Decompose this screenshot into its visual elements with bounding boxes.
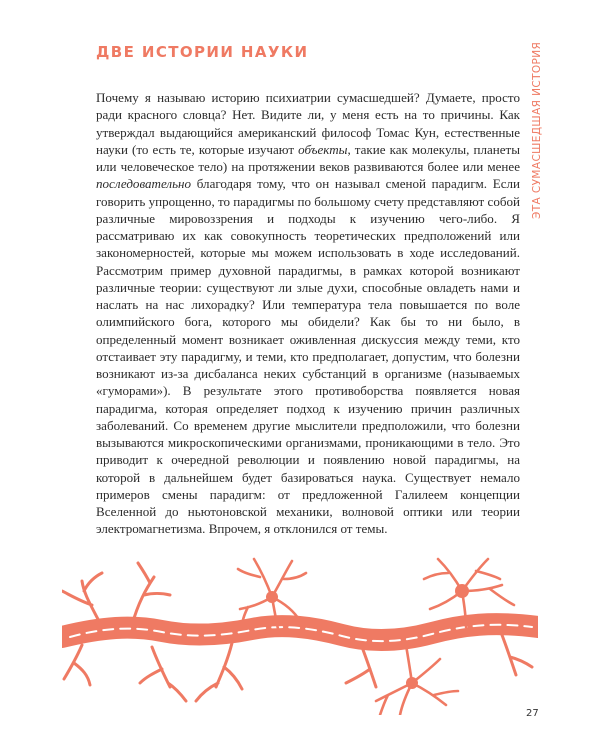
section-heading: ДВЕ ИСТОРИИ НАУКИ bbox=[96, 43, 309, 61]
page-number: 27 bbox=[526, 708, 539, 719]
body-text-part-2: , такие как молекулы, планеты или человеческое тело) на протяжении веков развиваются более или менее bbox=[96, 141, 520, 175]
running-header: ЭТА СУМАСШЕДШАЯ ИСТОРИЯ bbox=[531, 42, 543, 220]
body-text-part-1: Почему я называю историю психиатрии сумасшедшей? Думаете, просто ради красного словца? Нет. Видите ли, у меня есть на то причины. Как утверждал выдающийся американский философ Томас Кун, естественные науки (то есть те, которые изучают bbox=[96, 90, 520, 157]
body-text-emphasis-2: последовательно bbox=[96, 176, 192, 192]
body-text-emphasis-1: объекты bbox=[298, 141, 348, 157]
neurons-illustration-icon bbox=[62, 555, 538, 715]
body-paragraph bbox=[96, 89, 520, 538]
body-text-part-3: благодаря тому, что он называл сменой парадигм. Если говорить упрощенно, то парадигмы по большому счету представляют собой различные мировоззрения и подходы к изучению чего-либо. Я рассматриваю их как совокупность теоретических предположений или закономерностей, которые мы можем использовать в ходе исследований. Рассмотрим пример духовной парадигмы, в рамках которой возникают различные теории: существуют ли злые духи, способные овладеть нами и наслать на нас лихорадку? Или температура тела повышается по воле олимпийского бога, которого мы обидели? Как бы то ни было, в определенный момент возникает оживленная дискуссия между теми, кто отстаивает эту парадигму, и теми, кто предполагает, допустим, что болезни возникают из-за дисбаланса неких субстанций в организме (называемых «гуморами»). В результате этого противоборства появляется новая парадигма, которая определяет подход к изучению причин различных заболеваний. Со временем другие мыслители предположили, что болезни вызываются микроскопическими организмами, проникающими в тело. Это приводит к очередной революции и появлению новой парадигмы, на которой в дальнейшем будет базироваться наука. Существует немало примеров смены парадигм: от предложенной Галилеем концепции Вселенной до ньютоновской механики, волновой оптики или теории электромагнетизма. Впрочем, я отклонился от темы. bbox=[96, 176, 520, 537]
